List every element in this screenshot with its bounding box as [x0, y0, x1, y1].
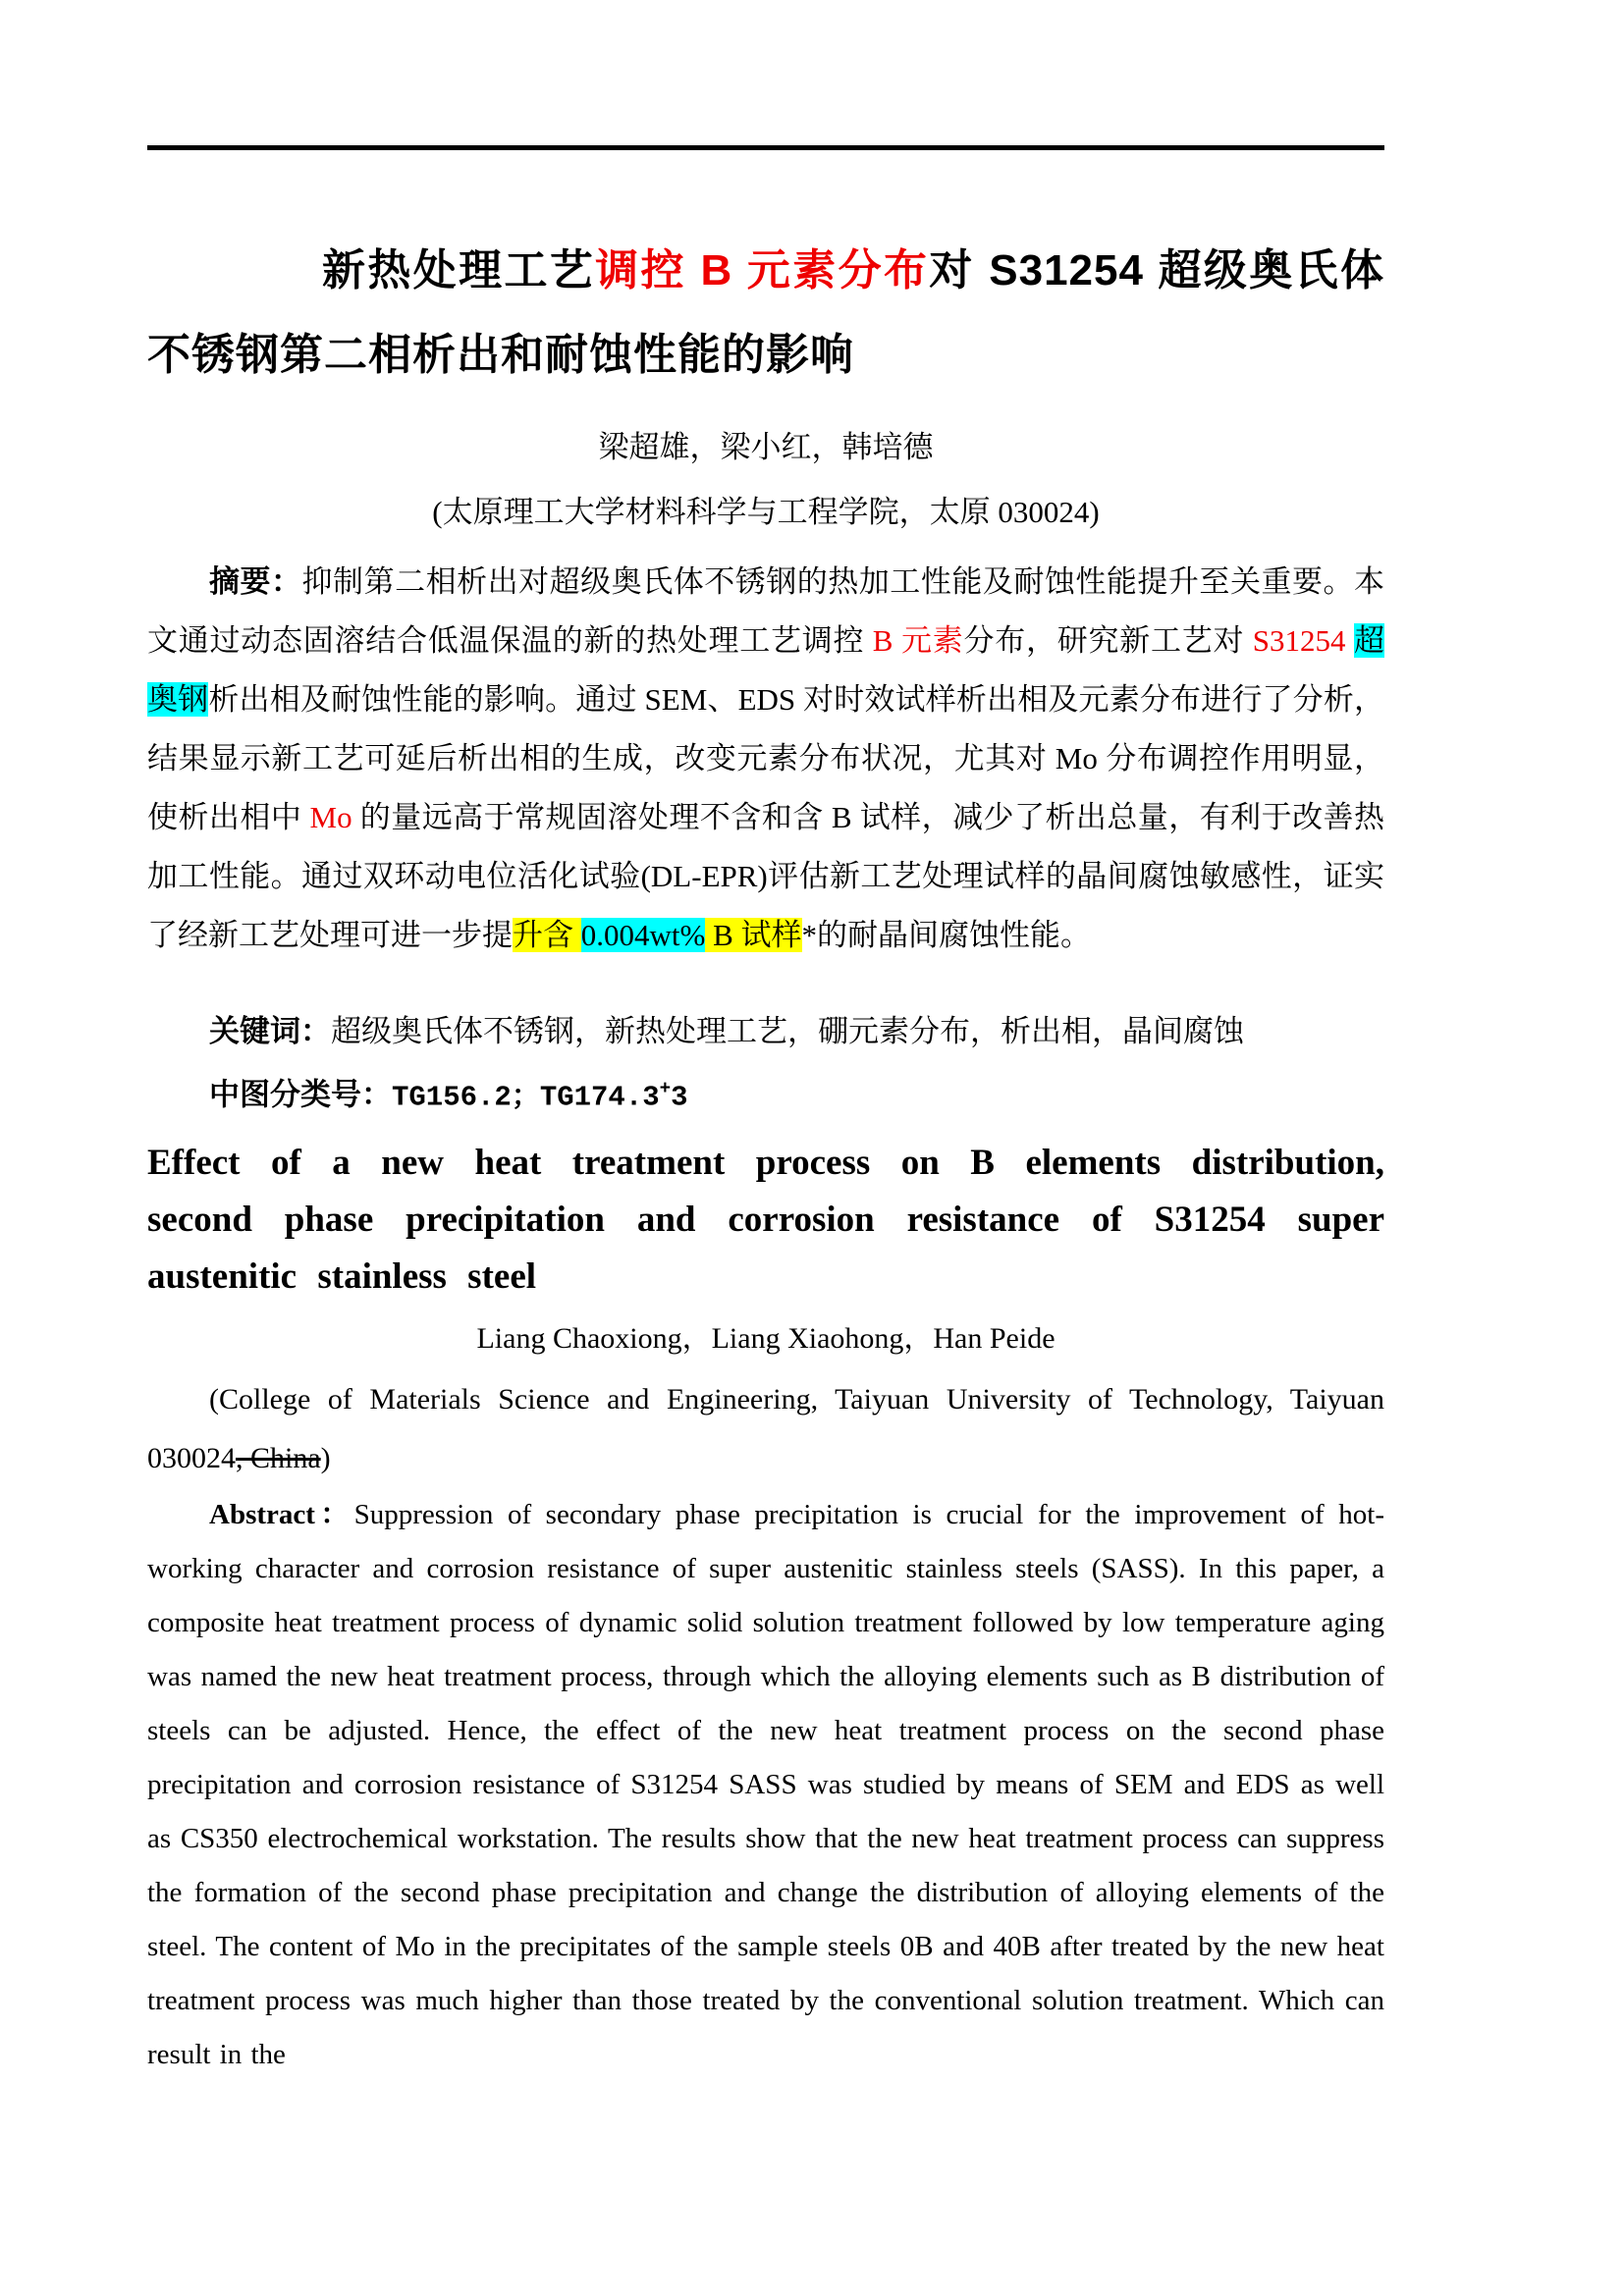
- text-segment: 0.004wt%: [580, 918, 706, 952]
- text-segment: 分布，研究新工艺对: [963, 623, 1253, 658]
- text-segment: , China: [236, 1442, 321, 1475]
- chinese-affiliation: (太原理工大学材料科学与工程学院，太原 030024): [432, 495, 1100, 529]
- text-segment: 抑制第二相析出对超级奥氏体不锈钢的热加工性能及耐蚀性能提升至关重要。本文通过动态固溶结合低温保温的新的热处理工艺调控: [147, 564, 1385, 658]
- text-segment: 超级奥氏体不锈钢，新热处理工艺，硼元素分布，析出相，晶间腐蚀: [331, 1014, 1244, 1048]
- english-abstract: [147, 1488, 1384, 2082]
- text-segment: [1346, 623, 1355, 658]
- chinese-authors: 梁超雄，梁小红，韩培德: [598, 430, 934, 464]
- text-segment: ): [320, 1442, 331, 1475]
- text-segment: 3: [671, 1081, 688, 1114]
- text-segment: B 试样: [705, 918, 802, 952]
- english-authors: Liang Chaoxiong，Liang Xiaohong，Han Peide: [476, 1322, 1056, 1356]
- text-segment: Abstract：: [209, 1499, 354, 1531]
- text-segment: 调控 B 元素分布: [595, 246, 930, 294]
- text-segment: *的耐晶间腐蚀性能。: [801, 918, 1092, 952]
- text-segment: 摘要：: [209, 564, 302, 599]
- text-segment: 超奥钢: [147, 623, 1385, 717]
- text-segment: (College of Materials Science and Engineering, Taiyuan University of Technology, Taiyuan 030024: [147, 1383, 1384, 1475]
- text-segment: 析出相及耐蚀性能的影响。通过 SEM、EDS 对时效试样析出相及元素分布进行了分析，结果显示新工艺可延后析出相的生成，改变元素分布状况，尤其对 Mo 分布调控作用明显，使析出相中: [147, 682, 1384, 834]
- chinese-title: [147, 229, 1384, 398]
- text-segment: 关键词：: [209, 1014, 331, 1048]
- text-segment: 对 S31254 超级奥氏体不锈钢第二相析出和耐蚀性能的影响: [147, 246, 1384, 379]
- english-title: Effect of a new heat treatment process on B elements distribution, second phase precipitation and corrosion resistance of S31254 super austenitic stainless steel: [147, 1143, 1384, 1298]
- text-segment: 中图分类号：: [209, 1077, 392, 1112]
- header-rule: [147, 145, 1384, 150]
- clc-number-line: [147, 1065, 1384, 1121]
- text-segment: Mo: [309, 800, 352, 834]
- page-content: [147, 0, 1384, 2082]
- chinese-abstract: [147, 553, 1384, 965]
- text-segment: B 元素: [872, 623, 964, 658]
- text-segment: Suppression of secondary phase precipitation is crucial for the improvement of hot-working character and corrosion resistance of super austenitic stainless steels (SASS). In this paper, a composite heat treatment process of dynamic solid solution treatment followed by low temperature aging was named the new heat treatment process, through which the alloying elements such as B distribution of steels can be adjusted. Hence, the effect of the new heat treatment process on the second phase precipitation and corrosion resistance of S31254 SASS was studied by means of SEM and EDS as well as CS350 electrochemical workstation. The results show that the new heat treatment process can suppress the formation of the second phase precipitation and change the distribution of alloying elements of the steel. The content of Mo in the precipitates of the sample steels 0B and 40B after treated by the new heat treatment process was much higher than those treated by the conventional solution treatment. Which can result in the: [147, 1499, 1384, 2071]
- text-segment: 新热处理工艺: [322, 246, 596, 294]
- keywords-line: [147, 1008, 1384, 1055]
- text-segment: S31254: [1252, 623, 1346, 658]
- text-segment: TG156.2；TG174.3: [392, 1081, 660, 1114]
- text-segment: 升含: [513, 918, 581, 952]
- english-affiliation: [147, 1370, 1384, 1488]
- text-segment: 的量远高于常规固溶处理不含和含 B 试样，减少了析出总量，有利于改善热加工性能。通过双环动电位活化试验(DL-EPR)评估新工艺处理试样的晶间腐蚀敏感性，证实了经新工艺处理可进一步提: [147, 800, 1385, 952]
- text-segment: +: [659, 1078, 672, 1099]
